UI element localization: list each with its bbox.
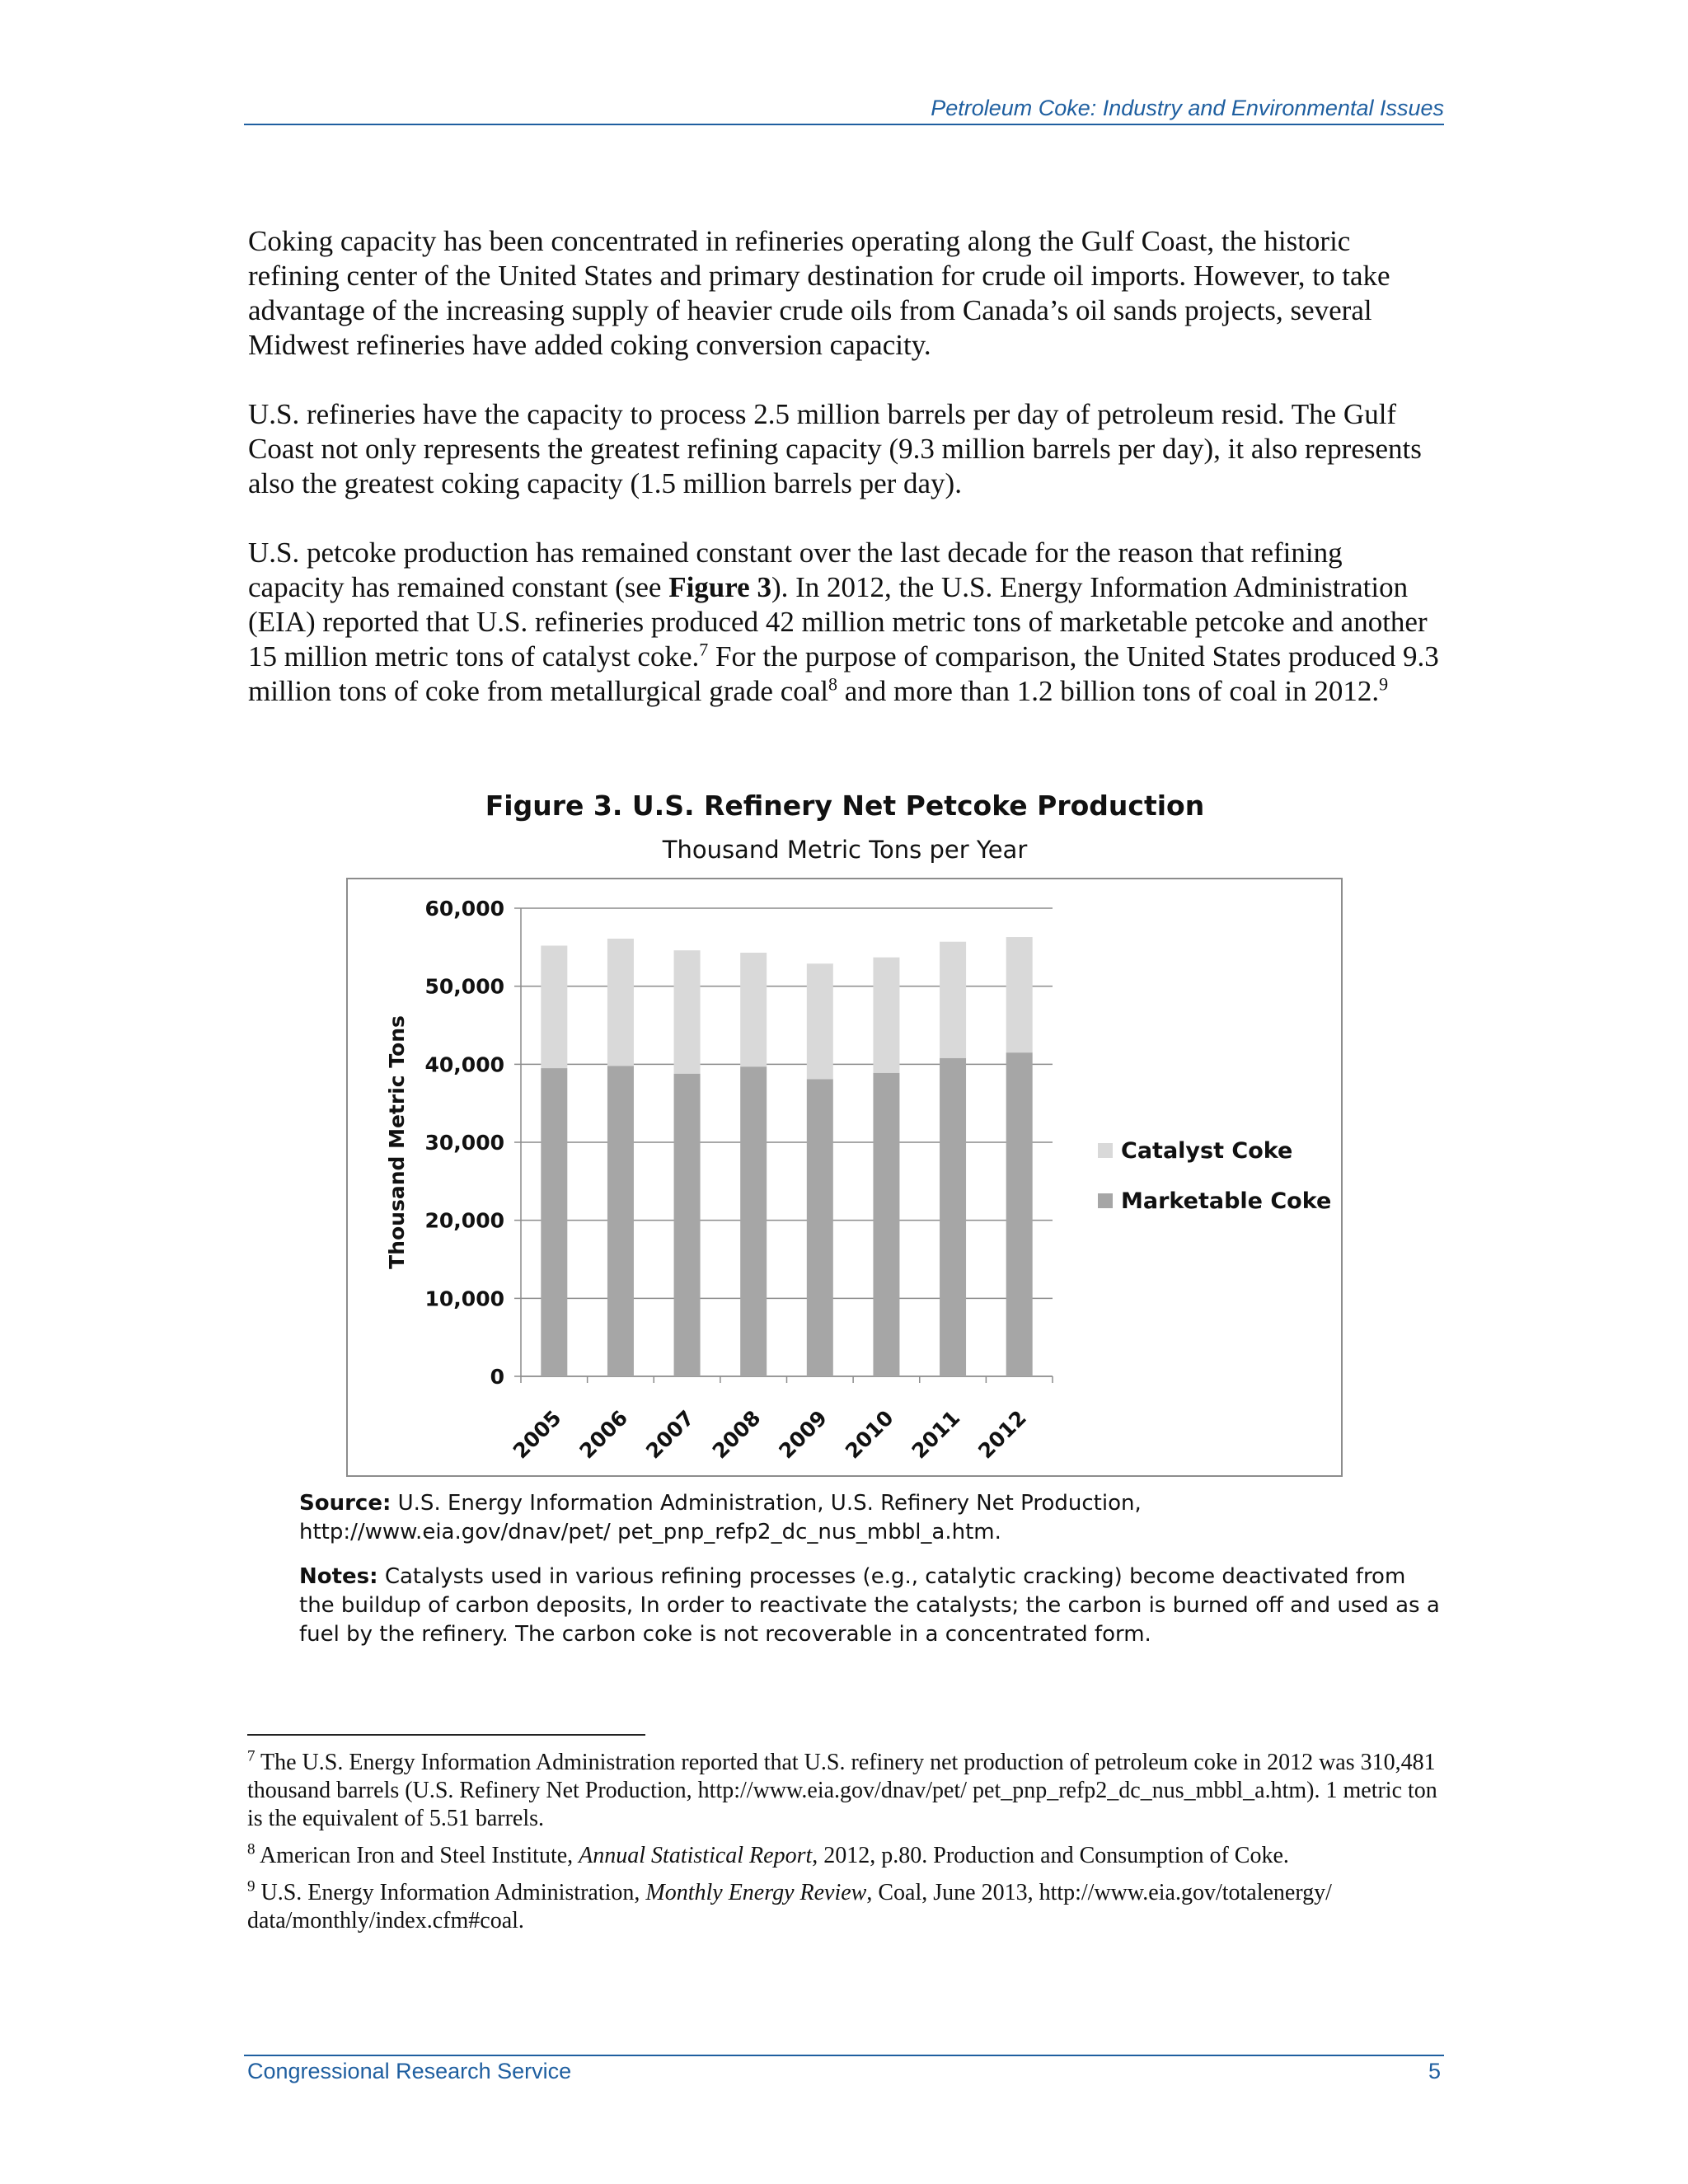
y-tick-label: 0 [490,1365,504,1389]
petcoke-bar-chart [348,879,1341,1475]
bar-marketable-coke-2005 [541,1068,567,1376]
bar-catalyst-coke-2010 [873,958,899,1073]
bar-catalyst-coke-2005 [541,945,567,1068]
x-tick-label-2005: 2005 [508,1405,566,1464]
footnote-8-post: , 2012, p.80. Production and Consumption of Coke. [812,1843,1289,1868]
footnote-8-number: 8 [247,1840,256,1858]
footnote-8 [247,1842,1442,1870]
source-label: Source: [299,1491,392,1516]
legend-swatch-marketable-coke [1098,1193,1113,1208]
footnote-ref-7: 7 [699,639,709,660]
footnote-ref-9: 9 [1379,673,1389,695]
bar-marketable-coke-2007 [674,1074,701,1376]
figure-source [299,1489,1445,1547]
bar-catalyst-coke-2009 [807,963,833,1079]
footnote-7-text: The U.S. Energy Information Administration reported that U.S. refinery net production of petroleum coke in 2012 was 310,481 thousand barrels (U.S. Refinery Net Production, http://www.eia.gov/dnav/pet/ pet_pnp_refp2_dc_nus_mbbl_a.htm). 1 metric ton is the equivalent of 5.51 barrels. [247,1750,1437,1831]
legend-swatch-catalyst-coke [1098,1143,1113,1158]
y-tick-label: 40,000 [424,1052,504,1077]
body-text [248,224,1443,743]
y-tick-label: 60,000 [424,897,504,921]
notes-text: Catalysts used in various refining processes (e.g., catalytic cracking) become deactivated from the buildup of carbon deposits, In order to reactivate the catalysts; the carbon is burned off and used as a fuel by the refinery. The carbon coke is not recoverable in a concentrated form. [299,1564,1440,1647]
footnote-9-post: , Coal, June 2013, http://www.eia.gov/totalenergy/ data/monthly/index.cfm#coal. [247,1880,1332,1933]
running-header-title: Petroleum Coke: Industry and Environmental Issues [931,96,1444,120]
bar-catalyst-coke-2011 [940,942,966,1058]
bar-catalyst-coke-2012 [1006,937,1033,1052]
bar-marketable-coke-2006 [607,1066,634,1376]
figure-title: Figure 3. U.S. Refinery Net Petcoke Production [485,790,1205,822]
paragraph-3-part-2: ). In 2012, the U.S. Energy Information Administration (EIA) reported that U.S. refineries produced 42 million metric tons of marketable petcoke and another 15 million metric tons of catalyst coke. [248,571,1428,673]
chart-frame [346,878,1343,1477]
figure-3-reference: Figure 3 [668,571,771,603]
legend-label-catalyst-coke: Catalyst Coke [1121,1138,1293,1164]
paragraph-1: Coking capacity has been concentrated in refineries operating along the Gulf Coast, the historic refining center of the United States and primary destination for crude oil imports. However, to take advantage of the increasing supply of heavier crude oils from Canada’s oil sands projects, several Midwest refineries have added coking conversion capacity. [248,225,1390,361]
footnote-7 [247,1749,1442,1833]
bar-marketable-coke-2011 [940,1058,966,1376]
y-tick-label: 50,000 [424,974,504,999]
bar-catalyst-coke-2006 [607,939,634,1066]
footnote-ref-8: 8 [828,673,837,695]
footnote-9-pre: U.S. Energy Information Administration, [255,1880,646,1905]
source-text: U.S. Energy Information Administration, U.S. Refinery Net Production, http://www.eia.gov/dnav/pet/ pet_pnp_refp2_dc_nus_mbbl_a.htm. [299,1491,1142,1544]
x-tick-label-2012: 2012 [973,1405,1031,1464]
bar-catalyst-coke-2007 [674,950,701,1074]
footnote-8-pre: American Iron and Steel Institute, [255,1843,579,1868]
footnote-rule [247,1734,645,1736]
footer-rule [244,2055,1444,2056]
paragraph-2: U.S. refineries have the capacity to process 2.5 million barrels per day of petroleum resid. The Gulf Coast not only represents the greatest refining capacity (9.3 million barrels per day), it also represents also the greatest coking capacity (1.5 million barrels per day). [248,398,1422,499]
header-rule [244,124,1444,125]
notes-label: Notes: [299,1564,378,1589]
legend-label-marketable-coke: Marketable Coke [1121,1188,1332,1214]
page-number: 5 [1428,2059,1441,2083]
footnotes [247,1749,1442,1944]
paragraph-3 [248,536,1443,709]
bar-marketable-coke-2009 [807,1079,833,1376]
footnote-7-number: 7 [247,1747,256,1765]
paragraph-3-part-1: U.S. petcoke production has remained constant over the last decade for the reason that refining capacity has remained constant (see [248,537,1343,603]
footnote-9-title: Monthly Energy Review [645,1880,867,1905]
x-tick-label-2009: 2009 [774,1405,832,1464]
x-tick-label-2010: 2010 [840,1405,898,1464]
x-tick-label-2007: 2007 [641,1405,699,1464]
footer-organization: Congressional Research Service [247,2059,572,2083]
footnote-9 [247,1879,1442,1935]
x-tick-label-2011: 2011 [907,1405,965,1464]
paragraph-3-part-4: and more than 1.2 billion tons of coal in 2012. [837,675,1380,707]
x-tick-label-2006: 2006 [574,1405,633,1464]
figure-subtitle: Thousand Metric Tons per Year [662,836,1028,864]
x-tick-label-2008: 2008 [707,1405,766,1464]
bar-marketable-coke-2010 [873,1073,899,1376]
paragraph-3-part-3: For the purpose of comparison, the United States produced 9.3 million tons of coke from metallurgical grade coal [248,640,1439,707]
bar-marketable-coke-2012 [1006,1052,1033,1376]
bar-marketable-coke-2008 [740,1066,767,1376]
y-tick-label: 20,000 [424,1208,504,1233]
figure-notes [299,1563,1445,1649]
footnote-8-title: Annual Statistical Report [579,1843,813,1868]
y-axis-label: Thousand Metric Tons [385,1015,409,1269]
y-tick-label: 10,000 [424,1286,504,1311]
bar-catalyst-coke-2008 [740,953,767,1066]
footnote-9-number: 9 [247,1877,256,1896]
y-tick-label: 30,000 [424,1131,504,1155]
